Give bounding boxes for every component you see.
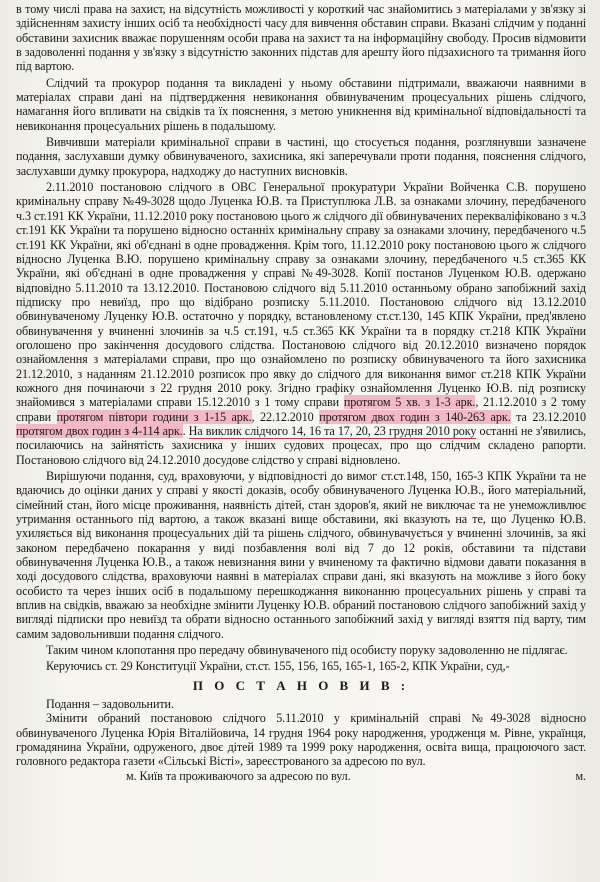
case-facts-text-c: , 22.12.2010 — [251, 409, 314, 424]
highlight-volume-2: протягом півтори години з 1-15 арк. — [56, 409, 252, 424]
paragraph-case-facts: 2.11.2010 постановою слідчого в ОВС Генеральної прокуратури України Войченка С.В. порушено кримінальну справу №49-3028 щодо Луценка Ю.В. та Приступлюка Л.В. за ознаками злочину, передбаченого ч.3 ст.191 КК України, 11.12.2010 року постановою цього ж слідчого дії обвинувачених перекваліфіковано з ч.3 ст.191 КК України та порушено відносно останніх кримінальну справу за ознаками злочину, передбаченого ч.5 ст.191 КК України, які об'єднані в одне провадження. Крім того, 11.12.2010 року постановою цього ж слідчого відносно Луценка В.Ю. порушено кримінальну справу за ознаками злочину, передбаченого ч.5 ст.365 КК України, які об'єднані в одне провадження у справі №49-3028. Копії постанов Луценком Ю.В. одержано відповідно 5.11.2010 та 13.12.2010. Постановою слідчого від 5.11.2010 останньому обрано запобіжний захід підписку про невиїзд, про що відібрано розписку 5.11.2010. Постановою слідчого від 13.12.2010 обвинуваченому Луценку Ю.В. остаточно у порядку, встановленому ст.ст.130, 145 КПК України, пред'явлено обвинувачення у вчиненні злочинів за ч.5 ст.191, ч.5 ст.365 КК України та в порядку ст.218 КПК України оголошено про закінчення досудового слідства. Постановою слідчого від 20.12.2010 визначено порядок ознайомлення з матеріалами справи, про що ознайомлено по розписку обвинуваченого та його захисника 21.12.2010, з наданням 21.12.2010 розписок про явку до слідчого для виконання вимог ст.218 КПК України кожного дня починаючи з 22 грудня 2010 року. Згідно графіку ознайомлення Луценко Ю.В. під розписку знайомився з матеріалами справи 15.12.2010 з 1 тому справи протягом 5 хв. з 1-3 арк., 21.12.2010 з 2 тому справи протягом півтори години з 1-15 арк., 22.12.2010 протягом двох годин з 140-263 арк. та 23.12.2010 протягом двох годин з 4-114 арк.. На виклик слідчого 14, 16 та 17, 20, 23 грудня 2010 року останні не з'явились, посилаючись на зайнятість захисника у інших судових процесах, про що слідчим складено рапорти. Постановою слідчого від 24.12.2010 досудове слідство у справі відновлено. — [16, 180, 587, 467]
highlight-volume-3: протягом двох годин з 140-263 арк. — [319, 409, 511, 424]
case-facts-text-b: , 21.12.2010 з 2 тому справи — [16, 395, 586, 424]
paragraph-grant-motion: Подання – задовольнити. — [46, 696, 174, 711]
underlined-summons-dates: На виклик слідчого 14, 16 та 17, 20, 23 грудня 2010 року — [188, 423, 477, 438]
paragraph-defense-arguments: в тому числі права на захист, на відсутність можливості у короткий час знайомитись з матеріалами у зв'язку зі здійсненням захисту інших осіб та необхідності часу для вивчення обставин справи. Вказані слідчим у поданні обставини захисник вважає порушенням особи права на захист та на інформаційну свободу. Просив відмовити в задоволенні подання у зв'язку з відсутністю законних підстав для арешту його підзахисного та тримання його під вартою. — [16, 2, 586, 74]
address-text: м. Київ та проживаючого за адресою по вул. — [126, 768, 351, 783]
paragraph-court-review: Вивчивши матеріали кримінальної справи в частині, що стосується подання, розглянувши зазначене подання, заслухавши думку обвинуваченого, захисника, які заперечували проти подання, пояснення слідчого, заслухавши думку прокурора, надходжу до наступних висновків. — [16, 135, 586, 178]
highlight-volume-4: протягом двох годин з 4-114 арк. — [16, 423, 183, 438]
address-city-abbrev: м. — [575, 768, 586, 783]
paragraph-prosecutor-position: Слідчий та прокурор подання та викладені у ньому обставини підтримали, вважаючи наявними в матеріалах справи дані на підтвердження невиконання обвинуваченим процесуальних рішень слідчого, намагання його впливати на свідків та їх пояснення, з метою уникнення від кримінальної відповідальності та невиконання процесуальних рішень в подальшому. — [16, 75, 586, 133]
paragraph-court-decision-reasoning: Вирішуючи подання, суд, враховуючи, у відповідності до вимог ст.ст.148, 150, 165-3 КПК України та не вдаючись до оцінки даних у справі у якості доказів, особу обвинуваченого Луценка Ю.В., його матеріальний, сімейний стан, його місце проживання, наявність дітей, стан здоров'я, який не виключає та не унеможливлює утримання останнього під вартою, а також вказані вище обставини, які вказують на те, що Луценко Ю.В. ухиляється від виконання процесуальних дій та рішень слідчого, обвинувачується у вчиненні злочинів, за які законом передбачено покарання у виді позбавлення волі від 7 до 12 років, обставини та підстави обвинувачення Луценка Ю.В., а також невизнання вини у вчиненому та фактично відмови давати показання в ході досудового слідства, враховуючи наявні в матеріалах справи дані, які вказують на можливе з його боку особисто та через інших осіб в подальшому перешкоджання виконанню процесуальних рішень у справі та вплив на свідків, вважаю за необхідне змінити Луценку Ю.В. обраний постановою слідчого запобіжний захід у вигляді підписки про невиїзд та обрати відносно останнього запобіжний захід у вигляді взяття під варту, тим самим задовольнивши подання слідчого. — [16, 469, 586, 641]
case-facts-text-a: 2.11.2010 постановою слідчого в ОВС Генеральної прокуратури України Войченка С.В. порушено кримінальну справу №49-3028 щодо Луценка Ю.В. та Приступлюка Л.В. за ознаками злочину, передбаченого ч.3 ст.191 КК України, 11.12.2010 року постановою цього ж слідчого дії обвинувачених перекваліфіковано з ч.3 ст.191 КК України та порушено відносно останніх кримінальну справу за ознаками злочину, передбаченого ч.5 ст.191 КК України, які об'єднані в одне провадження. Крім того, 11.12.2010 року постановою цього ж слідчого відносно Луценка В.Ю. порушено кримінальну справу за ознаками злочину, передбаченого ч.5 ст.365 КК України, які об'єднані в одне провадження у справі №49-3028. Копії постанов Луценком Ю.В. одержано відповідно 5.11.2010 та 13.12.2010. Постановою слідчого від 5.11.2010 останньому обрано запобіжний захід підписку про невиїзд, про що відібрано розписку 5.11.2010. Постановою слідчого від 13.12.2010 обвинуваченому Луценку Ю.В. остаточно у порядку, встановленому ст.ст.130, 145 КПК України, пред'явлено обвинувачення у вчиненні злочинів за ч.5 ст.191, ч.5 ст.365 КК України та в порядку ст.218 КПК України оголошено про закінчення досудового слідства. Постановою слідчого від 20.12.2010 визначено порядок ознайомлення з матеріалами справи, про що ознайомлено по розписку обвинуваченого та його захисника 21.12.2010, з наданням 21.12.2010 розписок про явку до слідчого для виконання вимог ст.218 КПК України кожного дня починаючи з 22 грудня 2010 року. Згідно графіку ознайомлення Луценко Ю.В. під розписку знайомився з матеріалами справи 15.12.2010 з 1 тому справи — [16, 180, 586, 410]
case-facts-text-d: та 23.12.2010 — [516, 409, 587, 424]
paragraph-bail-petition: Таким чином клопотання про передачу обвинуваченого під особисту поруку задоволенню не підлягає. — [46, 643, 568, 658]
case-facts-text-e: останні не з'явились, посилаючись на зайнятість захисника у інших судових процесах, про що слідчим складено рапорти. Постановою слідчого від 24.12.2010 досудове слідство у справі відновлено. — [16, 423, 586, 467]
resolution-heading: П О С Т А Н О В И В : — [192, 677, 410, 693]
paragraph-address-line — [16, 769, 586, 783]
paragraph-legal-basis: Керуючись ст. 29 Конституції України, ст.ст. 155, 156, 165, 165-1, 165-2, КПК України, суд,- — [46, 659, 510, 674]
highlight-volume-1: протягом 5 хв. з 1-3 арк. — [343, 395, 476, 410]
paragraph-change-measure: Змінити обраний постановою слідчого 5.11.2010 у кримінальній справі №49-3028 відносно обвинуваченого Луценка Юрія Віталійовича, 14 грудня 1964 року народження, уродженця м. Рівне, українця, громадянина України, одруженого, двоє дітей 1989 та 1999 року народження, освіта вища, працюючого заст. головного редактора газети «Сільські Вісті», зареєстрованого за адресою по вул. — [16, 711, 586, 769]
